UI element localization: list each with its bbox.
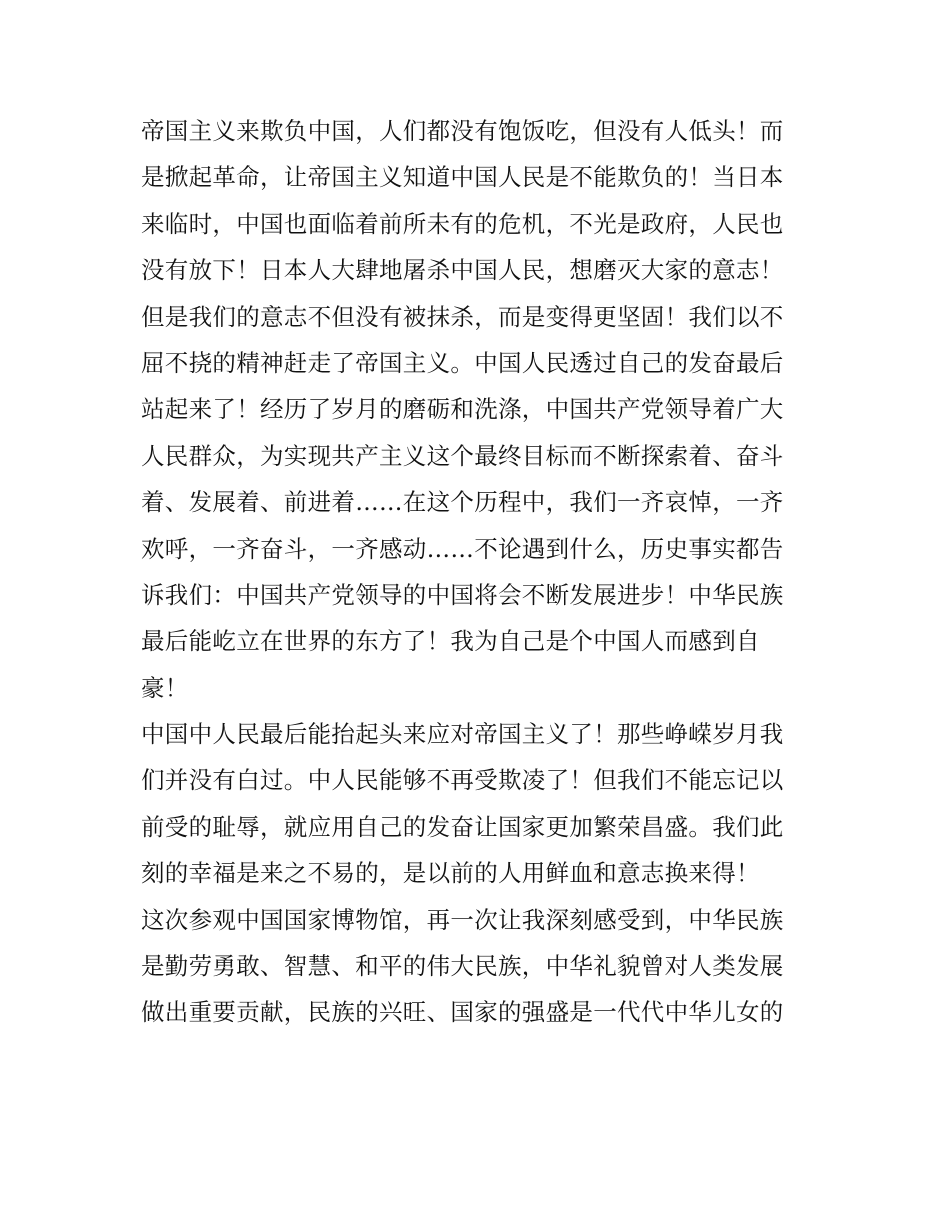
text-line: 这次参观中国国家博物馆，再一次让我深刻感受到，中华民族 bbox=[141, 905, 784, 934]
text-line: 着、发展着、前进着……在这个历程中，我们一齐哀悼，一齐 bbox=[141, 488, 784, 517]
text-line: 欢呼，一齐奋斗，一齐感动……不论遇到什么，历史事实都告 bbox=[141, 534, 784, 563]
text-line: 刻的幸福是来之不易的，是以前的人用鲜血和意志换来得！ bbox=[141, 859, 760, 888]
text-line: 是勤劳勇敢、智慧、和平的伟大民族，中华礼貌曾对人类发展 bbox=[141, 952, 784, 981]
text-line: 中国中人民最后能抬起头来应对帝国主义了！那些峥嵘岁月我 bbox=[141, 720, 784, 749]
document-body bbox=[141, 108, 821, 1036]
text-line: 们并没有白过。中人民能够不再受欺凌了！但我们不能忘记以 bbox=[141, 766, 784, 795]
text-line: 最后能屹立在世界的东方了！我为自己是个中国人而感到自 bbox=[141, 627, 760, 656]
text-line: 帝国主义来欺负中国，人们都没有饱饭吃，但没有人低头！而 bbox=[141, 117, 784, 145]
text-line: 但是我们的意志不但没有被抹杀，而是变得更坚固！我们以不 bbox=[141, 302, 784, 331]
text-line: 前受的耻辱，就应用自己的发奋让国家更加繁荣昌盛。我们此 bbox=[141, 812, 784, 841]
text-line: 是掀起革命，让帝国主义知道中国人民是不能欺负的！当日本 bbox=[141, 163, 784, 192]
text-line: 豪！ bbox=[141, 673, 189, 702]
text-line: 诉我们：中国共产党领导的中国将会不断发展进步！中华民族 bbox=[141, 580, 784, 609]
text-line: 没有放下！日本人大肆地屠杀中国人民，想磨灭大家的意志！ bbox=[141, 256, 784, 285]
text-line: 屈不挠的精神赶走了帝国主义。中国人民透过自己的发奋最后 bbox=[141, 348, 784, 377]
text-line: 站起来了！经历了岁月的磨砺和洗涤，中国共产党领导着广大 bbox=[141, 395, 784, 424]
text-line: 做出重要贡献，民族的兴旺、国家的强盛是一代代中华儿女的 bbox=[141, 998, 784, 1027]
text-line: 来临时，中国也面临着前所未有的危机，不光是政府，人民也 bbox=[141, 209, 784, 238]
text-line: 人民群众，为实现共产主义这个最终目标而不断探索着、奋斗 bbox=[141, 441, 784, 470]
